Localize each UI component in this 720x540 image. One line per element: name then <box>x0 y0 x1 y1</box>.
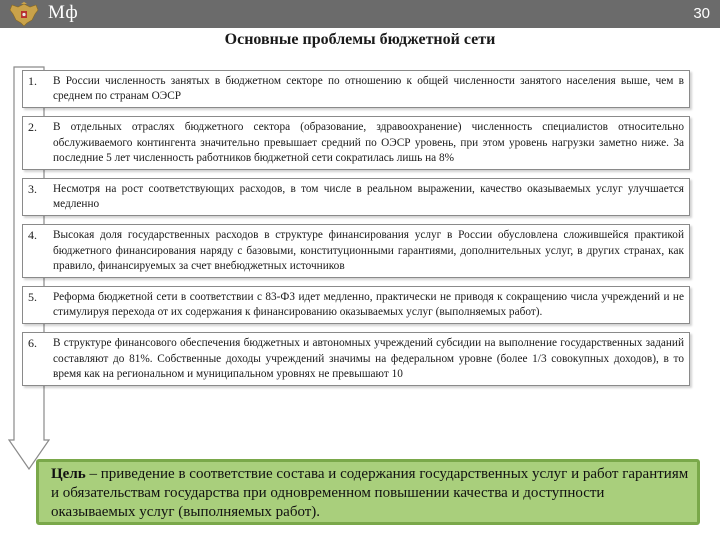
item-number: 1. <box>28 74 37 88</box>
coat-of-arms-icon <box>4 1 44 27</box>
goal-text: – приведение в соответствие состава и содержания государственных услуг и работ гарантиям и обязательствам государства при одновременном повышении качества и доступности оказываемых услуг (выполняемых работ). <box>51 466 689 520</box>
item-text: В структуре финансового обеспечения бюджетных и автономных учреждений субсидии на выполнение государственных заданий составляют до 81%. Собственные доходы учреждений значимы на федеральном уровне (более 1/3 совокупных доходов), в то время как на региональном и муниципальном уровнях не превышают 10 <box>53 337 684 380</box>
item-number: 3. <box>28 182 37 197</box>
page-title: Основные проблемы бюджетной сети <box>224 31 496 48</box>
item-text: В России численность занятых в бюджетном секторе по отношению к общей численности занятого населения выше, чем в среднем по странам ОЭСР <box>53 75 684 103</box>
list-item <box>22 116 690 170</box>
list-item <box>22 178 690 216</box>
list-item <box>22 286 690 324</box>
item-text: Реформа бюджетной сети в соответствии с 83-ФЗ идет медленно, практически не приводя к сокращению числа учреждений и не стимулируя перехода от их содержания к финансированию оказываемых услуг (выполняемых работ). <box>53 291 684 319</box>
goal-box <box>36 459 700 525</box>
item-number: 5. <box>28 290 37 305</box>
list-item <box>22 70 690 108</box>
item-text: Несмотря на рост соответствующих расходов, в том числе в реальном выражении, качество оказываемых услуг улучшается медленно <box>53 183 684 211</box>
problem-list <box>22 70 690 394</box>
item-number: 6. <box>28 336 37 351</box>
item-number: 4. <box>28 228 37 243</box>
item-text: В отдельных отраслях бюджетного сектора (образование, здравоохранение) численность специалистов относительно обслуживаемого контингента значительно превышает средний по ОЭСР уровень, при этом уровень нагрузки заметно ниже. За последние 5 лет численность работников бюджетной сети сократилась лишь на 8% <box>53 121 684 164</box>
goal-label: Цель <box>51 466 86 482</box>
page-number: 30 <box>693 5 710 22</box>
list-item <box>22 332 690 386</box>
header-bar <box>0 0 720 28</box>
ministry-logo-text: Мф <box>48 2 79 23</box>
list-item <box>22 224 690 278</box>
item-text: Высокая доля государственных расходов в структуре финансирования услуг в России обусловлена сложившейся практикой бюджетного финансирования наряду с базовыми, конституционными гарантиями, дополнительных услуг, в других странах, как правило, финансируемых за счет внебюджетных источников <box>53 229 684 272</box>
item-number: 2. <box>28 120 37 135</box>
